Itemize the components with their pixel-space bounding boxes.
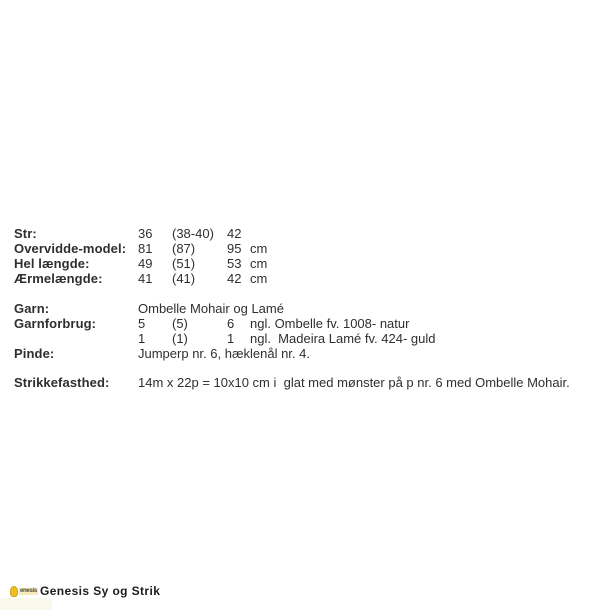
yarn-row (14, 301, 610, 316)
yarn-row (14, 331, 610, 346)
size-value-3: 53 (227, 256, 242, 271)
logo-text: enesis (20, 587, 37, 594)
row-label: Pinde: (14, 346, 55, 361)
row-label: Garn: (14, 301, 50, 316)
size-value-2: (41) (172, 271, 196, 286)
size-value-2: (51) (172, 256, 196, 271)
size-value-2: (87) (172, 241, 196, 256)
usage-desc: ngl. Ombelle fv. 1008- natur (250, 316, 410, 331)
size-unit: cm (250, 256, 268, 271)
row-label-empty (14, 331, 138, 346)
size-value-3: 95 (227, 241, 242, 256)
genesis-logo-icon (10, 584, 37, 598)
yarn-row (14, 316, 610, 331)
size-value-3: 42 (227, 226, 242, 241)
needles-value: Jumperp nr. 6, hæklenål nr. 4. (138, 346, 310, 361)
yarn-section (14, 301, 610, 361)
row-label: Hel længde: (14, 256, 90, 271)
gauge-section (14, 375, 610, 390)
usage-value-2: (1) (172, 331, 188, 346)
size-unit: cm (250, 241, 268, 256)
gauge-row (14, 375, 610, 390)
row-label: Overvidde-model: (14, 241, 127, 256)
lamp-icon (10, 586, 18, 597)
size-table (14, 226, 610, 286)
usage-value-1: 1 (138, 331, 146, 346)
yarn-row (14, 346, 610, 361)
size-value-1: 81 (138, 241, 153, 256)
size-value-3: 42 (227, 271, 242, 286)
usage-value-3: 6 (227, 316, 235, 331)
size-value-1: 49 (138, 256, 153, 271)
table-row (14, 226, 610, 241)
footer (0, 582, 610, 602)
table-row (14, 271, 610, 286)
yarn-name: Ombelle Mohair og Lamé (138, 301, 284, 316)
usage-value-1: 5 (138, 316, 146, 331)
size-unit: cm (250, 271, 268, 286)
size-value-2: (38-40) (172, 226, 214, 241)
row-label: Ærmelængde: (14, 271, 103, 286)
usage-value-3: 1 (227, 331, 235, 346)
row-label: Garnforbrug: (14, 316, 97, 331)
brand-name: Genesis Sy og Strik (40, 584, 161, 598)
row-label: Strikkefasthed: (14, 375, 110, 390)
gauge-value: 14m x 22p = 10x10 cm i glat med mønster på p nr. 6 med Ombelle Mohair. (138, 375, 570, 390)
table-row (14, 256, 610, 271)
size-value-1: 36 (138, 226, 153, 241)
size-value-1: 41 (138, 271, 153, 286)
scan-smudge (0, 598, 52, 610)
table-row (14, 241, 610, 256)
size-unit (250, 226, 610, 241)
usage-value-2: (5) (172, 316, 188, 331)
row-label: Str: (14, 226, 37, 241)
usage-desc: ngl. Madeira Lamé fv. 424- guld (250, 331, 436, 346)
